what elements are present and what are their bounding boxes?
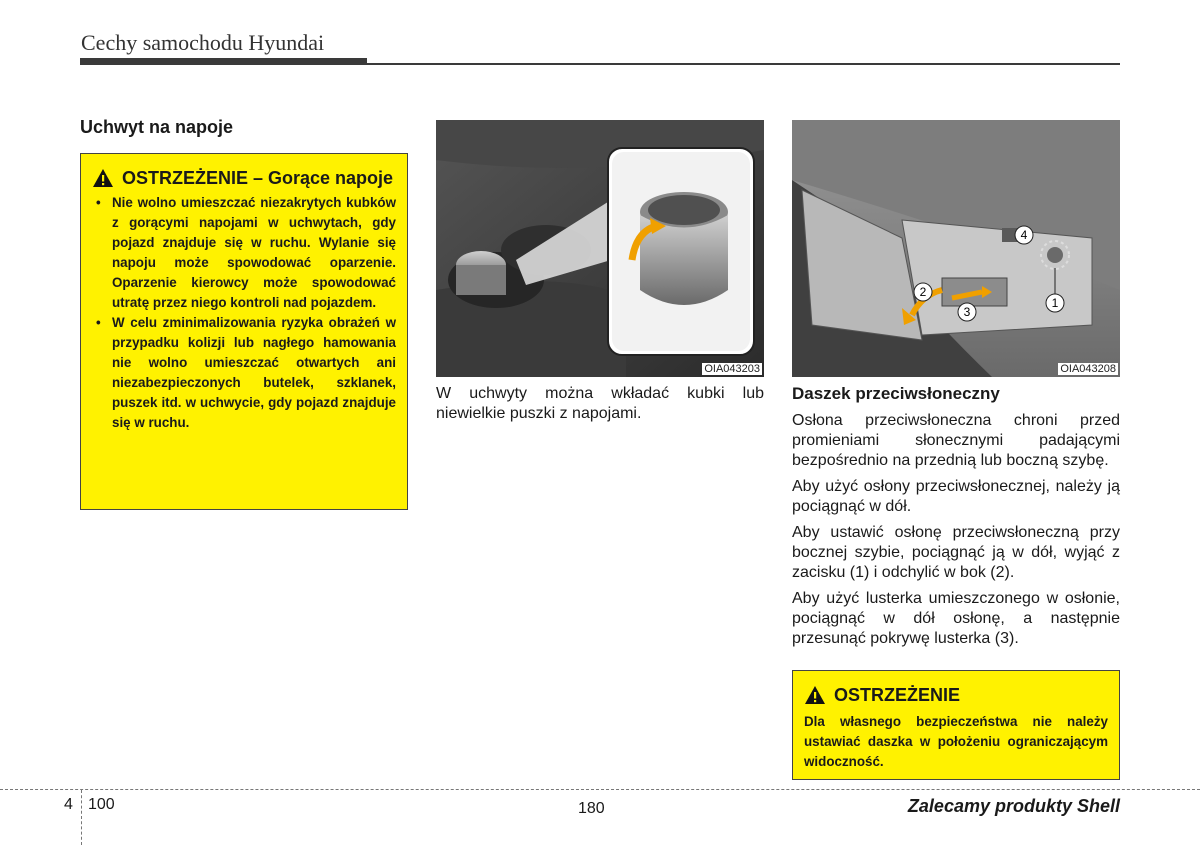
warning-bullet: • W celu zminimalizowania ryzyka obrażeń w przypadku kolizji lub nagłego hamowania nie wolno umieszczać otwartych ani niezabezpieczonych butelek, szklanek, puszek itd. w uchwycie, gdy pojazd znajduje się w ruchu. xyxy=(92,313,396,433)
chapter-page: 100 xyxy=(88,796,115,813)
page-number: 180 xyxy=(578,800,605,817)
warning-title-text: OSTRZEŻENIE xyxy=(834,685,961,705)
sun-visor-figure xyxy=(792,120,1120,377)
running-header: Cechy samochodu Hyundai xyxy=(81,30,325,55)
warning-box-visor xyxy=(792,670,1120,780)
header-rule xyxy=(367,63,1120,65)
warning-title-text: OSTRZEŻENIE – Gorące napoje xyxy=(122,168,394,188)
figure-code: OIA043203 xyxy=(704,363,760,375)
cup-holder-illustration xyxy=(436,120,764,377)
paragraph: Aby ustawić osłonę przeciwsłoneczną przy bocznej szybie, pociągnąć ją w dół, wyjąć z zacisku (1) i odchylić w bok (2). xyxy=(792,524,1120,581)
callout-3: 3 xyxy=(963,305,971,319)
header-bar xyxy=(80,58,367,65)
warning-bullet: • Nie wolno umieszczać niezakrytych kubków z gorącymi napojami w uchwytach, gdy pojazd znajduje się w ruchu. Wylanie się napoju może spowodować oparzenie. Oparzenie kierowcy może spowodować utratę przez niego kontroli nad pojazdem. xyxy=(92,193,396,313)
figure-code: OIA043208 xyxy=(1060,363,1116,375)
callout-4: 4 xyxy=(1020,228,1028,242)
warning-title xyxy=(804,685,1108,706)
cup-holder-text: W uchwyty można wkładać kubki lub niewielkie puszki z napojami. xyxy=(436,385,764,422)
callout-2: 2 xyxy=(919,285,927,299)
warning-box-hot-drinks xyxy=(80,153,408,510)
paragraph: Osłona przeciwsłoneczna chroni przed promieniami słonecznymi padającymi bezpośrednio na przednią lub boczną szybę. xyxy=(792,412,1120,469)
footer-slogan: Zalecamy produkty Shell xyxy=(907,796,1120,816)
section-title: Uchwyt na napoje xyxy=(80,117,234,137)
paragraph: Aby użyć osłony przeciwsłonecznej, należy ją pociągnąć w dół. xyxy=(792,478,1120,515)
footer-rule xyxy=(0,789,1200,790)
warning-text: Dla własnego bezpieczeństwa nie należy ustawiać daszka w położeniu ograniczającym widoczność. xyxy=(804,714,1108,769)
warning-list xyxy=(92,193,396,433)
cup-holder-figure xyxy=(436,120,764,377)
paragraph: Aby użyć lusterka umieszczonego w osłonie, pociągnąć w dół osłonę, a następnie przesunąć pokrywę lusterka (3). xyxy=(792,590,1120,647)
chapter-number: 4 xyxy=(64,796,73,813)
sun-visor-title: Daszek przeciwsłoneczny xyxy=(792,384,1000,403)
sun-visor-illustration xyxy=(792,120,1120,377)
sun-visor-text xyxy=(792,411,1120,655)
warning-title xyxy=(92,168,396,189)
callout-1: 1 xyxy=(1051,296,1059,310)
warning-triangle-icon xyxy=(804,685,826,705)
warning-triangle-icon xyxy=(92,168,114,188)
footer-divider xyxy=(81,790,82,845)
